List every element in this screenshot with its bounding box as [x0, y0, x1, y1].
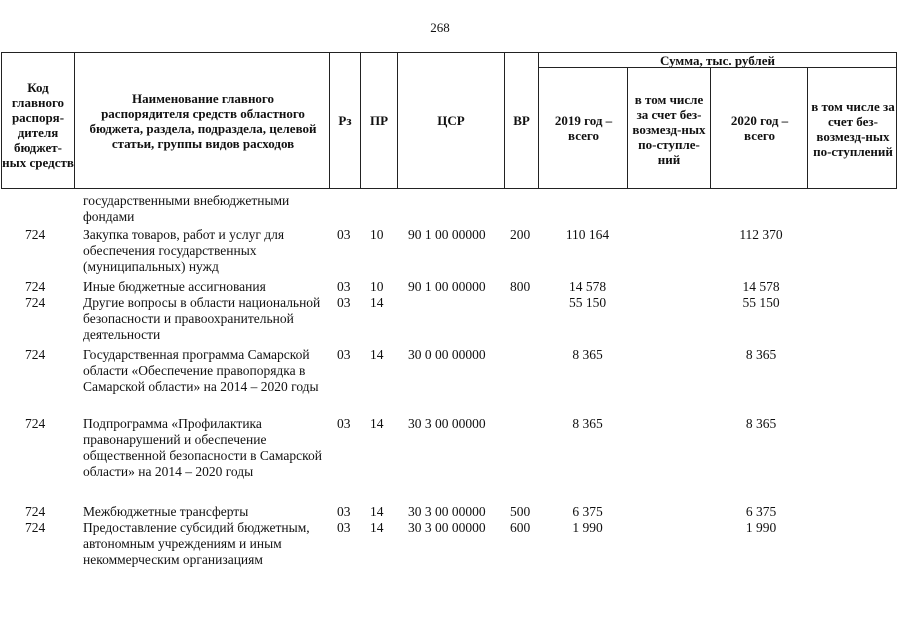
row-code: 724 — [25, 279, 46, 294]
row-vr: 200 — [510, 227, 531, 242]
row-pr: 10 — [370, 227, 384, 242]
row-code: 724 — [25, 347, 46, 362]
header-csr: ЦСР — [437, 113, 465, 128]
row-sum-2020: 8 365 — [745, 347, 777, 362]
header-2019-free: в том числе за счет без-возмезд-ных по-ступле-ний — [632, 91, 706, 167]
row-sum-2019: 14 578 — [568, 279, 607, 294]
table-header — [1, 52, 897, 189]
header-name: Наименование главного распорядителя средств областного бюджета, раздела, подраздела, целевой статьи, группы видов расходов — [89, 90, 317, 151]
page-number: 268 — [430, 20, 450, 35]
row-csr: 30 0 00 00000 — [408, 347, 486, 362]
row-name: Иные бюджетные ассигнования — [83, 279, 266, 294]
continuation-text: государственными внебюджетными фондами — [83, 193, 290, 224]
row-pr: 14 — [370, 347, 384, 362]
row-code: 724 — [25, 295, 46, 310]
header-sum: Сумма, тыс. рублей — [660, 52, 775, 68]
header-2020-free: в том числе за счет без-возмезд-ных по-ступлений — [811, 99, 895, 159]
row-rz: 03 — [337, 347, 351, 362]
row-csr: 90 1 00 00000 — [408, 279, 486, 294]
row-name: Закупка товаров, работ и услуг для обеспечения государственных (муниципальных) нужд — [83, 227, 285, 274]
header-2020-total: 2020 год – всего — [730, 113, 789, 143]
row-code: 724 — [25, 520, 46, 535]
row-vr: 600 — [510, 520, 531, 535]
row-sum-2019: 110 164 — [565, 227, 610, 242]
header-code: Код главного распоря-дителя бюджет-ных средств — [2, 80, 74, 170]
row-sum-2019: 8 365 — [572, 416, 603, 431]
row-code: 724 — [25, 227, 46, 242]
row-code: 724 — [25, 416, 46, 431]
row-sum-2020: 14 578 — [742, 279, 780, 294]
row-name: Подпрограмма «Профилактика правонарушений и обеспечение общественной безопасности в Самарской области» на 2014 – 2020 годы — [83, 416, 322, 479]
row-rz: 03 — [337, 279, 351, 294]
row-sum-2020: 112 370 — [739, 227, 783, 242]
row-sum-2019: 55 150 — [568, 295, 607, 310]
header-rz: Рз — [338, 113, 352, 128]
row-csr: 30 3 00 00000 — [408, 520, 486, 535]
row-rz: 03 — [337, 520, 351, 535]
row-csr: 90 1 00 00000 — [408, 227, 486, 242]
row-sum-2020: 55 150 — [742, 295, 780, 310]
row-pr: 14 — [370, 295, 384, 310]
header-pr: ПР — [369, 113, 389, 128]
row-name: Предоставление субсидий бюджетным, автономным учреждениям и иным некоммерческим организациям — [83, 520, 310, 567]
row-pr: 14 — [370, 504, 384, 519]
row-rz: 03 — [337, 504, 351, 519]
row-sum-2020: 6 375 — [745, 504, 777, 519]
row-vr: 800 — [510, 279, 531, 294]
row-pr: 14 — [370, 520, 384, 535]
header-2019-total: 2019 год – всего — [554, 113, 613, 143]
row-rz: 03 — [337, 416, 351, 431]
row-csr: 30 3 00 00000 — [408, 416, 486, 431]
row-code: 724 — [25, 504, 46, 519]
row-pr: 10 — [370, 279, 384, 294]
row-sum-2020: 1 990 — [745, 520, 777, 535]
row-sum-2019: 6 375 — [572, 504, 603, 519]
row-pr: 14 — [370, 416, 384, 431]
row-sum-2019: 8 365 — [572, 347, 603, 362]
row-rz: 03 — [337, 295, 351, 310]
row-sum-2019: 1 990 — [572, 520, 603, 535]
row-vr: 500 — [510, 504, 531, 519]
row-rz: 03 — [337, 227, 351, 242]
row-csr: 30 3 00 00000 — [408, 504, 486, 519]
row-name: Межбюджетные трансферты — [83, 504, 249, 519]
row-name: Другие вопросы в области национальной безопасности и правоохранительной деятельности — [83, 295, 321, 342]
header-vr: ВР — [513, 113, 530, 128]
row-name: Государственная программа Самарской области «Обеспечение правопорядка в Самарской области» на 2014 – 2020 годы — [83, 347, 319, 394]
row-sum-2020: 8 365 — [745, 416, 777, 431]
